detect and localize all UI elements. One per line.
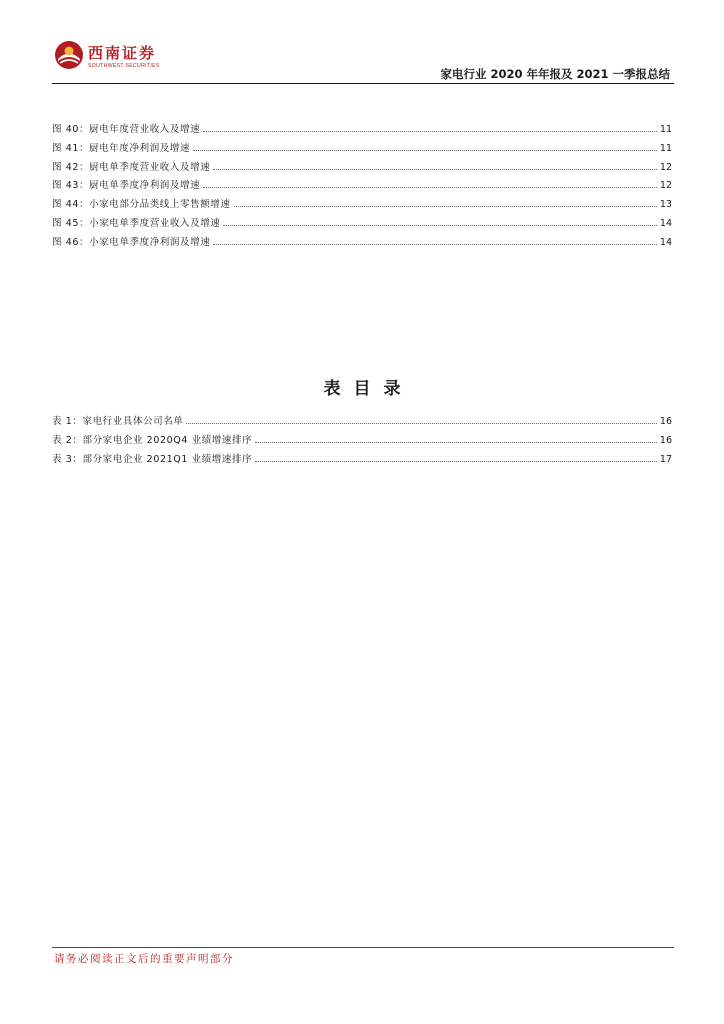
page-header [0, 0, 724, 90]
toc-entry-label: 图 44：小家电部分品类线上零售额增速 [52, 199, 231, 211]
footer-disclaimer: 请务必阅读正文后的重要声明部分 [54, 953, 234, 965]
toc-entry-label: 图 46：小家电单季度净利润及增速 [52, 236, 211, 248]
dot-leader [193, 150, 657, 151]
dot-leader [203, 131, 657, 132]
toc-entry-page: 14 [659, 217, 672, 229]
toc-entry-page: 16 [659, 416, 672, 427]
toc-entry-label: 表 2：部分家电企业 2020Q4 业绩增速排序 [52, 434, 253, 446]
toc-entry-page: 12 [659, 180, 672, 192]
figure-list-item[interactable] [52, 196, 672, 215]
table-list-item[interactable] [52, 451, 672, 470]
toc-entry-page: 16 [659, 434, 672, 446]
toc-entry-page: 11 [659, 142, 672, 154]
table-list [52, 413, 672, 469]
footer-divider [52, 947, 674, 948]
toc-entry-label: 图 42：厨电单季度营业收入及增速 [52, 161, 211, 173]
table-list-item[interactable] [52, 432, 672, 451]
figure-list [52, 121, 672, 253]
toc-entry-label: 图 43：厨电单季度净利润及增速 [52, 180, 201, 192]
toc-entry-page: 14 [659, 236, 672, 248]
dot-leader [234, 206, 657, 207]
figure-list-item[interactable] [52, 121, 672, 140]
toc-entry-page: 12 [659, 161, 672, 173]
logo-emblem-icon [54, 40, 84, 70]
dot-leader [186, 423, 656, 424]
figure-list-item[interactable] [52, 234, 672, 253]
toc-entry-page: 17 [659, 453, 672, 465]
dot-leader [255, 461, 657, 462]
dot-leader [213, 244, 657, 245]
dot-leader [203, 187, 657, 188]
logo-text-en: SOUTHWEST SECURITIES [88, 63, 160, 69]
dot-leader [213, 169, 657, 170]
toc-entry-page: 11 [659, 124, 672, 135]
figure-list-item[interactable] [52, 215, 672, 234]
table-list-item[interactable] [52, 413, 672, 432]
figure-list-item[interactable] [52, 159, 672, 178]
logo-text-cn: 西南证券 [88, 44, 157, 62]
dot-leader [255, 442, 657, 443]
toc-entry-label: 表 3：部分家电企业 2021Q1 业绩增速排序 [52, 453, 253, 465]
company-logo [54, 40, 164, 76]
toc-entry-page: 13 [659, 199, 672, 211]
dot-leader [223, 225, 656, 226]
toc-entry-label: 图 41：厨电年度净利润及增速 [52, 142, 191, 154]
table-section-title: 表目录 [323, 379, 414, 399]
report-title: 家电行业 2020 年年报及 2021 一季报总结 [440, 67, 670, 81]
figure-list-item[interactable] [52, 177, 672, 196]
toc-entry-label: 图 45：小家电单季度营业收入及增速 [52, 217, 221, 229]
toc-entry-label: 图 40：厨电年度营业收入及增速 [52, 124, 201, 135]
header-divider [52, 83, 674, 84]
figure-list-item[interactable] [52, 140, 672, 159]
toc-entry-label: 表 1：家电行业具体公司名单 [52, 416, 184, 427]
